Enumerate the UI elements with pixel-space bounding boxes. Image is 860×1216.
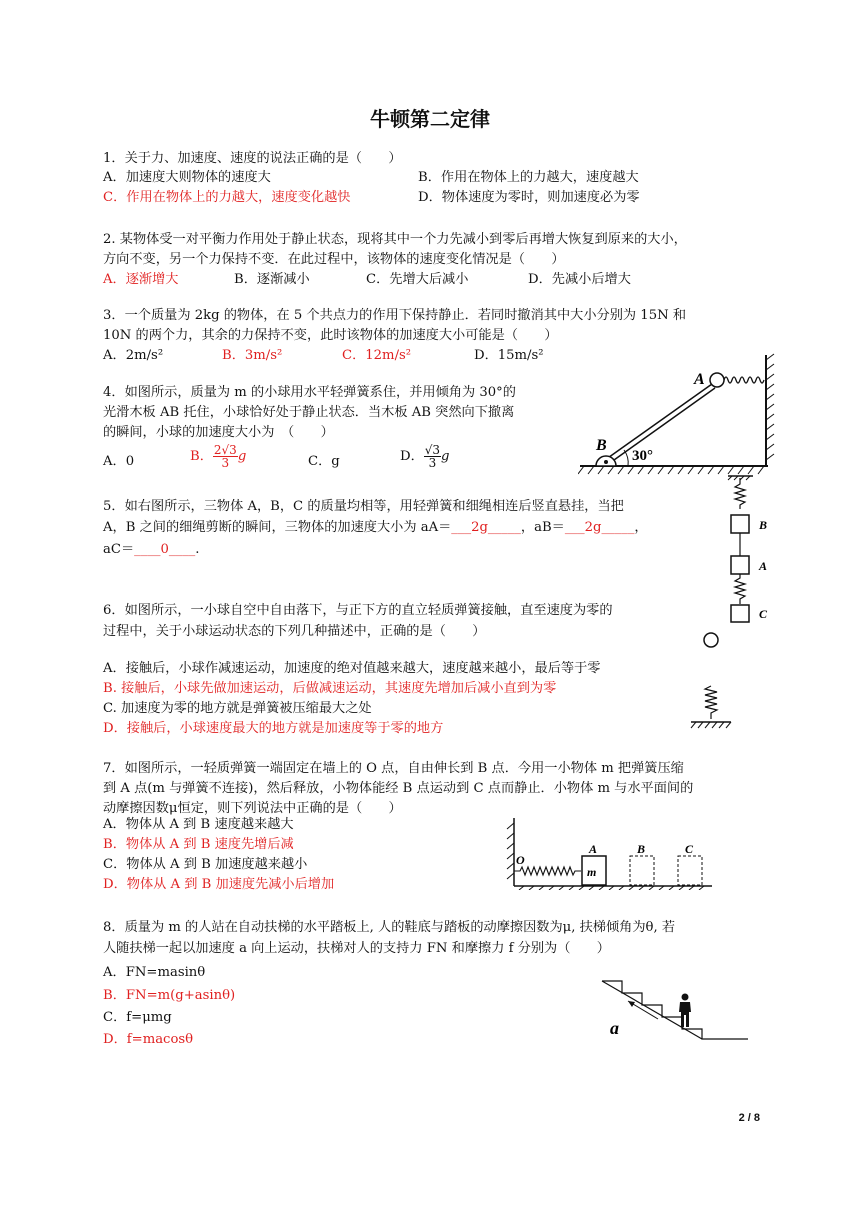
q4-option-a: A．0 [103,454,135,469]
q7-spring-block-figure [502,815,717,890]
q2-option-b: B．逐渐减小 [234,272,310,287]
q4-option-d [400,444,450,469]
q3-option-b: B．3m/s² [222,348,283,363]
q5-stem-line2 [103,518,648,538]
q4-option-d-fraction [424,444,441,469]
q4-option-d-denominator: 3 [428,456,437,470]
q3-stem-line1: 3．一个质量为 2kg 的物体，在 5 个共点力的作用下保持静止．若同时撤消其中大小分别为 15N 和 [103,308,687,323]
q8-option-d: D．f=macosθ [103,1032,194,1047]
q7-stem-line3: 动摩擦因数μ恒定，则下列说法中正确的是（ ） [103,801,402,816]
q3-stem-line2: 10N 的两个力，其余的力保持不变，此时该物体的加速度大小可能是（ ） [103,328,558,343]
q5-stem-end: ， [634,520,648,535]
q4-stem-line1: 4．如图所示，质量为 m 的小球用水平轻弹簧系住，并用倾角为 30°的 [103,385,516,400]
q8-option-a: A．FN=masinθ [103,965,206,980]
q2-option-d: D．先减小后增大 [528,272,631,287]
q5-fig-label-c: C [759,607,768,621]
q4-fig-label-a: A [694,371,705,388]
q7-option-c: C．物体从 A 到 B 加速度越来越小 [103,857,308,872]
q1-option-a: A．加速度大则物体的速度大 [103,170,271,185]
q4-option-b-numerator: 2√3 [213,443,237,457]
q7-fig-label-c: C [685,842,694,856]
q5-hanging-blocks-figure [718,474,778,624]
q5-stem-line3 [103,540,199,560]
q4-option-d-label: D． [400,449,424,464]
q2-stem-line1: 2. 某物体受一对平衡力作用处于静止状态，现将其中一个力先减小到零后再增大恢复到原来的大小， [103,232,687,247]
q4-stem-line2: 光滑木板 AB 托住，小球恰好处于静止状态．当木板 AB 突然向下撤离 [103,405,515,420]
q6-option-c: C. 加速度为零的地方就是弹簧被压缩最大之处 [103,701,372,716]
q1-stem: 1．关于力、加速度、速度的说法正确的是（ ） [103,151,402,166]
q8-option-b: B．FN=m(g+asinθ) [103,988,236,1003]
q5-answer-c: ____0____ [134,542,196,557]
q5-stem-line3-pre: aC＝ [103,542,135,557]
q6-stem-line2: 过程中，关于小球运动状态的下列几种描述中，正确的是（ ） [103,624,486,639]
q4-fig-angle: 30° [632,448,653,464]
q7-fig-label-b: B [637,842,646,856]
q7-fig-label-m: m [587,865,597,879]
q4-option-c: C．g [308,454,340,469]
q6-option-d: D．接触后，小球速度最大的地方就是加速度等于零的地方 [103,721,444,736]
q2-stem-line2: 方向不变，另一个力保持不变．在此过程中，该物体的速度变化情况是（ ） [103,252,565,267]
q3-option-a: A．2m/s² [103,348,164,363]
q6-stem-line1: 6．如图所示，一小球自空中自由落下，与正下方的直立轻质弹簧接触，直至速度为零的 [103,603,613,618]
q4-option-b-label: B． [190,449,213,464]
q4-fig-label-b: B [596,437,607,454]
q3-option-d: D．15m/s² [474,348,544,363]
q5-fig-label-b: B [759,518,768,532]
q4-option-b [190,444,246,469]
q5-answer-a: ___2g_____ [451,520,521,535]
q5-answer-b: ___2g_____ [564,520,635,535]
q4-option-d-g: g [441,449,450,464]
q6-ball-spring-figure [686,628,746,738]
q6-option-b: B. 接触后，小球先做加速运动，后做减速运动，其速度先增加后减小直到为零 [103,681,557,696]
q2-option-c: C．先增大后减小 [366,272,469,287]
q4-stem-line3: 的瞬间，小球的加速度大小为 （ ） [103,425,334,440]
q4-incline-figure [578,350,778,475]
q7-option-a: A．物体从 A 到 B 速度越来越大 [103,817,294,832]
page-title: 牛顿第二定律 [370,107,490,131]
q8-fig-label-a: a [610,1018,619,1038]
q7-stem-line1: 7．如图所示，一轻质弹簧一端固定在墙上的 O 点，自由伸长到 B 点．今用一小物体 m 把弹簧压缩 [103,761,684,776]
q5-stem-line3-end: . [195,542,200,557]
q7-stem-line2: 到 A 点(m 与弹簧不连接)，然后释放，小物体能经 B 点运动到 C 点而静止．小物体 m 与水平面间的 [103,781,694,796]
q4-option-b-denominator: 3 [221,456,230,470]
q1-option-b: B．作用在物体上的力越大，速度越大 [418,170,639,185]
q4-option-b-fraction [213,444,238,469]
q2-option-a: A．逐渐增大 [103,272,179,287]
q8-option-c: C．f=μmg [103,1010,172,1025]
q8-stem-line2: 人随扶梯一起以加速度 a 向上运动，扶梯对人的支持力 FN 和摩擦力 f 分别为（ ） [103,941,610,956]
q7-fig-label-o: O [516,853,525,867]
q4-option-d-numerator: √3 [424,443,441,457]
q5-fig-label-a: A [759,559,768,573]
q7-option-b: B．物体从 A 到 B 速度先增后减 [103,837,294,852]
q6-option-a: A．接触后，小球作减速运动，加速度的绝对值越来越大，速度越来越小，最后等于零 [103,661,601,676]
q3-option-c: C．12m/s² [342,348,412,363]
q7-option-d: D．物体从 A 到 B 加速度先减小后增加 [103,877,335,892]
q5-stem-mid: ，aB＝ [520,520,565,535]
q5-stem-line1: 5．如右图所示，三物体 A，B，C 的质量均相等，用轻弹簧和细绳相连后竖直悬挂，当把 [103,499,624,514]
q1-option-c: C．作用在物体上的力越大，速度变化越快 [103,190,351,205]
q7-fig-label-a: A [589,842,598,856]
q4-option-b-g: g [237,449,247,464]
q8-stem-line1: 8．质量为 m 的人站在自动扶梯的水平踏板上, 人的鞋底与踏板的动摩擦因数为μ, 扶梯倾角为θ, 若 [103,920,676,935]
q8-escalator-figure [598,977,758,1047]
q1-option-d: D．物体速度为零时，则加速度必为零 [418,190,640,205]
q5-stem-line2-text: A，B 之间的细绳剪断的瞬间，三物体的加速度大小为 aA＝ [103,520,452,535]
page-number: 2 / 8 [738,1112,760,1124]
